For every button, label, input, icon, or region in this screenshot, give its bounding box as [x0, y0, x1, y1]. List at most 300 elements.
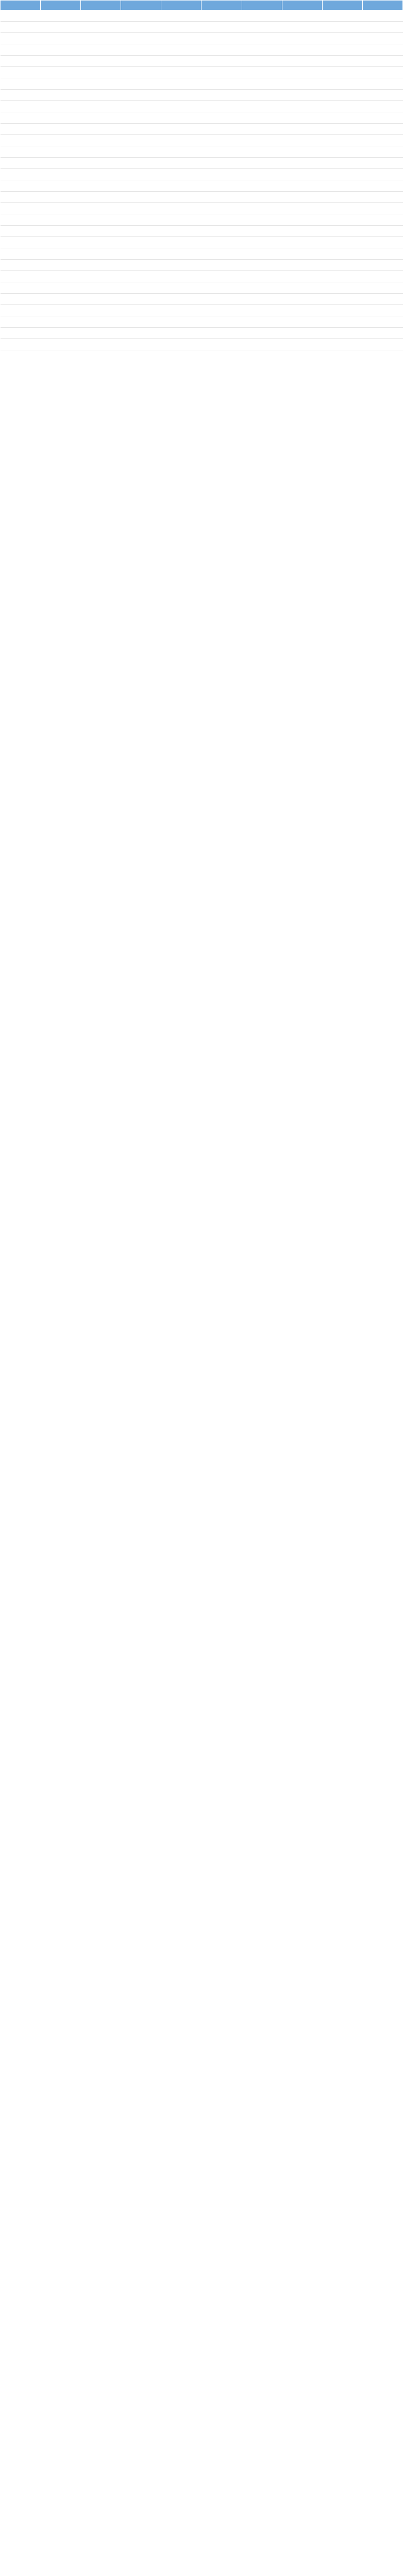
- table-cell: [282, 67, 322, 78]
- table-cell: [1, 226, 41, 237]
- table-cell: [362, 192, 402, 203]
- table-cell: [282, 192, 322, 203]
- column-header: [322, 1, 362, 10]
- table-cell: [121, 67, 161, 78]
- table-cell: [282, 180, 322, 192]
- table-cell: [362, 158, 402, 169]
- table-cell: [121, 192, 161, 203]
- table-cell: [161, 112, 202, 124]
- table-cell: [121, 203, 161, 214]
- table-cell: [322, 22, 362, 33]
- table-cell: [202, 90, 242, 101]
- table-cell: [41, 282, 81, 294]
- table-cell: [1, 316, 41, 328]
- table-cell: [282, 237, 322, 248]
- table-cell: [322, 33, 362, 44]
- table-cell: [161, 203, 202, 214]
- table-cell: [161, 22, 202, 33]
- table-cell: [282, 294, 322, 305]
- table-cell: [202, 260, 242, 271]
- table-cell: [81, 294, 121, 305]
- table-cell: [322, 248, 362, 260]
- table-cell: [81, 158, 121, 169]
- table-cell: [202, 339, 242, 350]
- table-cell: [41, 10, 81, 22]
- table-cell: [242, 203, 282, 214]
- table-cell: [202, 203, 242, 214]
- table-cell: [242, 22, 282, 33]
- table-cell: [242, 10, 282, 22]
- table-cell: [322, 78, 362, 90]
- table-cell: [362, 101, 402, 112]
- table-cell: [322, 260, 362, 271]
- table-cell: [121, 56, 161, 67]
- table-cell: [161, 339, 202, 350]
- table-cell: [121, 44, 161, 56]
- table-cell: [242, 33, 282, 44]
- table-row: [1, 339, 403, 350]
- table-cell: [362, 339, 402, 350]
- table-cell: [242, 192, 282, 203]
- table-cell: [322, 112, 362, 124]
- table-cell: [1, 180, 41, 192]
- table-cell: [362, 112, 402, 124]
- table-cell: [1, 135, 41, 146]
- table-cell: [41, 260, 81, 271]
- table-cell: [322, 214, 362, 226]
- table-cell: [282, 158, 322, 169]
- table-cell: [161, 158, 202, 169]
- table-row: [1, 282, 403, 294]
- table-cell: [81, 78, 121, 90]
- table-cell: [1, 237, 41, 248]
- table-cell: [121, 260, 161, 271]
- table-row: [1, 101, 403, 112]
- table-cell: [242, 90, 282, 101]
- table-row: [1, 44, 403, 56]
- table-cell: [362, 10, 402, 22]
- table-cell: [41, 158, 81, 169]
- table-cell: [242, 169, 282, 180]
- table-cell: [322, 158, 362, 169]
- table-cell: [121, 248, 161, 260]
- table-cell: [242, 67, 282, 78]
- table-cell: [161, 10, 202, 22]
- table-cell: [322, 101, 362, 112]
- table-cell: [161, 271, 202, 282]
- table-cell: [81, 328, 121, 339]
- table-cell: [121, 22, 161, 33]
- table-cell: [202, 305, 242, 316]
- table-cell: [1, 112, 41, 124]
- table-cell: [41, 226, 81, 237]
- table-cell: [81, 192, 121, 203]
- table-cell: [362, 294, 402, 305]
- table-row: [1, 90, 403, 101]
- table-cell: [81, 226, 121, 237]
- table-cell: [362, 67, 402, 78]
- table-cell: [242, 101, 282, 112]
- table-cell: [242, 124, 282, 135]
- column-header: [242, 1, 282, 10]
- table-cell: [41, 271, 81, 282]
- table-cell: [362, 237, 402, 248]
- table-cell: [242, 305, 282, 316]
- table-cell: [202, 169, 242, 180]
- table-cell: [81, 169, 121, 180]
- table-cell: [41, 101, 81, 112]
- table-cell: [242, 328, 282, 339]
- table-cell: [121, 135, 161, 146]
- table-cell: [161, 294, 202, 305]
- table-cell: [161, 124, 202, 135]
- table-cell: [161, 180, 202, 192]
- table-cell: [161, 214, 202, 226]
- table-cell: [282, 44, 322, 56]
- table-cell: [41, 112, 81, 124]
- table-row: [1, 226, 403, 237]
- table-cell: [282, 271, 322, 282]
- table-cell: [282, 33, 322, 44]
- table-cell: [81, 146, 121, 158]
- table-cell: [282, 282, 322, 294]
- table-cell: [202, 226, 242, 237]
- table-row: [1, 294, 403, 305]
- table-cell: [322, 294, 362, 305]
- table-cell: [322, 305, 362, 316]
- table-cell: [1, 294, 41, 305]
- table-cell: [242, 260, 282, 271]
- table-cell: [121, 271, 161, 282]
- table-cell: [1, 248, 41, 260]
- table-cell: [41, 56, 81, 67]
- table-cell: [362, 260, 402, 271]
- table-cell: [121, 78, 161, 90]
- table-cell: [1, 214, 41, 226]
- table-cell: [1, 56, 41, 67]
- table-cell: [41, 328, 81, 339]
- table-cell: [202, 112, 242, 124]
- column-header: [362, 1, 402, 10]
- table-cell: [202, 180, 242, 192]
- table-cell: [81, 10, 121, 22]
- table-cell: [81, 203, 121, 214]
- table-cell: [1, 22, 41, 33]
- table-cell: [161, 78, 202, 90]
- table-cell: [121, 146, 161, 158]
- table-cell: [362, 135, 402, 146]
- table-row: [1, 271, 403, 282]
- table-cell: [242, 339, 282, 350]
- table-cell: [81, 135, 121, 146]
- table-row: [1, 214, 403, 226]
- table-cell: [242, 44, 282, 56]
- table-cell: [161, 67, 202, 78]
- table-cell: [41, 124, 81, 135]
- table-cell: [282, 78, 322, 90]
- table-cell: [362, 124, 402, 135]
- table-cell: [121, 124, 161, 135]
- table-cell: [41, 339, 81, 350]
- table-cell: [282, 22, 322, 33]
- table-body: [1, 10, 403, 350]
- table-cell: [41, 248, 81, 260]
- table-cell: [1, 101, 41, 112]
- table-cell: [362, 271, 402, 282]
- table-cell: [242, 158, 282, 169]
- table-cell: [1, 305, 41, 316]
- table-cell: [282, 214, 322, 226]
- table-row: [1, 192, 403, 203]
- table-cell: [1, 44, 41, 56]
- table-row: [1, 112, 403, 124]
- table-cell: [161, 90, 202, 101]
- table-cell: [1, 33, 41, 44]
- table-cell: [121, 10, 161, 22]
- table-cell: [242, 214, 282, 226]
- column-header: [202, 1, 242, 10]
- column-header: [1, 1, 41, 10]
- table-cell: [202, 294, 242, 305]
- table-cell: [1, 203, 41, 214]
- table-cell: [202, 67, 242, 78]
- table-cell: [81, 339, 121, 350]
- table-cell: [81, 101, 121, 112]
- table-cell: [202, 56, 242, 67]
- table-cell: [1, 192, 41, 203]
- column-header: [81, 1, 121, 10]
- table-cell: [1, 328, 41, 339]
- table-cell: [121, 305, 161, 316]
- table-cell: [242, 78, 282, 90]
- table-cell: [1, 339, 41, 350]
- table-cell: [362, 226, 402, 237]
- table-cell: [121, 180, 161, 192]
- table-cell: [41, 169, 81, 180]
- table-cell: [1, 10, 41, 22]
- table-cell: [282, 124, 322, 135]
- table-cell: [81, 56, 121, 67]
- table-cell: [322, 180, 362, 192]
- table-cell: [362, 180, 402, 192]
- table-cell: [322, 67, 362, 78]
- table-cell: [121, 339, 161, 350]
- table-cell: [202, 328, 242, 339]
- table-cell: [161, 316, 202, 328]
- column-header: [161, 1, 202, 10]
- table-cell: [161, 248, 202, 260]
- table-cell: [362, 169, 402, 180]
- table-row: [1, 316, 403, 328]
- table-cell: [242, 226, 282, 237]
- table-cell: [41, 305, 81, 316]
- table-cell: [202, 101, 242, 112]
- table-cell: [202, 22, 242, 33]
- table-cell: [202, 78, 242, 90]
- table-cell: [81, 316, 121, 328]
- table-cell: [161, 44, 202, 56]
- table-cell: [242, 56, 282, 67]
- table-cell: [161, 305, 202, 316]
- table-cell: [202, 271, 242, 282]
- table-cell: [1, 271, 41, 282]
- table-cell: [322, 90, 362, 101]
- table-cell: [282, 203, 322, 214]
- table-cell: [242, 294, 282, 305]
- table-cell: [161, 282, 202, 294]
- table-cell: [161, 192, 202, 203]
- table-cell: [242, 135, 282, 146]
- table-cell: [242, 316, 282, 328]
- table-cell: [362, 33, 402, 44]
- table-cell: [242, 248, 282, 260]
- table-row: [1, 135, 403, 146]
- table-cell: [282, 135, 322, 146]
- table-cell: [282, 169, 322, 180]
- table-cell: [1, 158, 41, 169]
- table-cell: [322, 339, 362, 350]
- table-row: [1, 260, 403, 271]
- table-row: [1, 33, 403, 44]
- table-cell: [161, 328, 202, 339]
- table-cell: [161, 226, 202, 237]
- table-cell: [121, 90, 161, 101]
- table-cell: [282, 305, 322, 316]
- table-cell: [1, 124, 41, 135]
- table-row: [1, 158, 403, 169]
- table-cell: [81, 180, 121, 192]
- table-cell: [41, 135, 81, 146]
- table-cell: [322, 135, 362, 146]
- table-cell: [81, 248, 121, 260]
- table-cell: [161, 237, 202, 248]
- table-row: [1, 78, 403, 90]
- table-cell: [322, 328, 362, 339]
- table-cell: [362, 78, 402, 90]
- table-cell: [322, 10, 362, 22]
- table-cell: [362, 56, 402, 67]
- table-cell: [362, 146, 402, 158]
- table-cell: [81, 271, 121, 282]
- table-cell: [41, 180, 81, 192]
- table-cell: [121, 294, 161, 305]
- table-row: [1, 146, 403, 158]
- table-cell: [242, 237, 282, 248]
- table-cell: [121, 101, 161, 112]
- table-cell: [362, 248, 402, 260]
- table-cell: [81, 237, 121, 248]
- table-cell: [242, 180, 282, 192]
- table-cell: [121, 328, 161, 339]
- table-cell: [1, 260, 41, 271]
- table-cell: [161, 33, 202, 44]
- table-cell: [161, 169, 202, 180]
- table-cell: [121, 282, 161, 294]
- table-cell: [1, 67, 41, 78]
- table-cell: [202, 214, 242, 226]
- table-cell: [81, 282, 121, 294]
- table-cell: [322, 169, 362, 180]
- table-row: [1, 169, 403, 180]
- table-cell: [41, 294, 81, 305]
- compatibility-table: [0, 0, 403, 350]
- table-cell: [121, 169, 161, 180]
- table-cell: [41, 214, 81, 226]
- table-row: [1, 56, 403, 67]
- table-cell: [282, 339, 322, 350]
- table-cell: [322, 237, 362, 248]
- table-cell: [362, 22, 402, 33]
- table-cell: [362, 214, 402, 226]
- table-row: [1, 237, 403, 248]
- table-cell: [1, 78, 41, 90]
- table-cell: [202, 192, 242, 203]
- table-cell: [41, 192, 81, 203]
- table-cell: [322, 316, 362, 328]
- table-cell: [121, 316, 161, 328]
- table-cell: [282, 101, 322, 112]
- table-cell: [242, 282, 282, 294]
- table-cell: [41, 237, 81, 248]
- table-cell: [362, 316, 402, 328]
- table-cell: [81, 124, 121, 135]
- table-cell: [362, 328, 402, 339]
- table-cell: [1, 146, 41, 158]
- table-cell: [202, 146, 242, 158]
- table-cell: [322, 44, 362, 56]
- table-cell: [282, 146, 322, 158]
- table-cell: [161, 56, 202, 67]
- table-cell: [81, 44, 121, 56]
- table-cell: [322, 56, 362, 67]
- table-cell: [282, 112, 322, 124]
- table-cell: [242, 112, 282, 124]
- table-cell: [121, 158, 161, 169]
- table-row: [1, 203, 403, 214]
- table-cell: [81, 22, 121, 33]
- table-cell: [81, 260, 121, 271]
- table-cell: [161, 101, 202, 112]
- table-cell: [41, 90, 81, 101]
- table-row: [1, 124, 403, 135]
- table-row: [1, 305, 403, 316]
- table-cell: [41, 33, 81, 44]
- table-cell: [202, 10, 242, 22]
- table-cell: [41, 67, 81, 78]
- table-cell: [202, 158, 242, 169]
- table-cell: [282, 90, 322, 101]
- table-cell: [41, 44, 81, 56]
- table-cell: [322, 124, 362, 135]
- table-cell: [362, 90, 402, 101]
- table-cell: [1, 169, 41, 180]
- table-cell: [202, 237, 242, 248]
- table-cell: [202, 44, 242, 56]
- table-cell: [81, 214, 121, 226]
- table-cell: [282, 226, 322, 237]
- table-row: [1, 67, 403, 78]
- table-cell: [362, 44, 402, 56]
- header-row: [1, 1, 403, 10]
- table-cell: [322, 226, 362, 237]
- table-cell: [41, 22, 81, 33]
- column-header: [41, 1, 81, 10]
- table-cell: [81, 90, 121, 101]
- table-cell: [121, 112, 161, 124]
- table-cell: [282, 316, 322, 328]
- table-cell: [41, 203, 81, 214]
- table-cell: [282, 260, 322, 271]
